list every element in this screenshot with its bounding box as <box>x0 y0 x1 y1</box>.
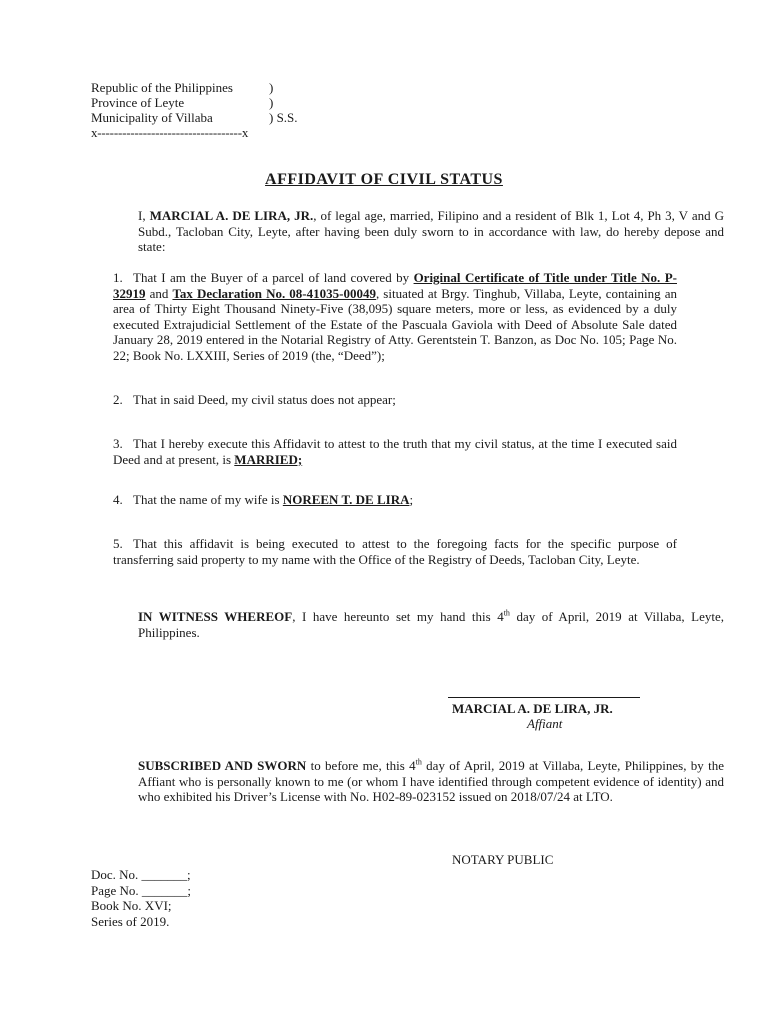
jurat-lead: SUBSCRIBED AND SWORN <box>138 758 307 773</box>
witness-paragraph <box>91 609 724 640</box>
item-1-number: 1. <box>113 270 123 285</box>
item-1-text-a: That I am the Buyer of a parcel of land covered by <box>133 270 414 285</box>
affiant-name: MARCIAL A. DE LIRA, JR. <box>149 208 314 223</box>
item-3-number: 3. <box>113 436 123 451</box>
document-title: AFFIDAVIT OF CIVIL STATUS <box>265 171 503 188</box>
caption-rule: x-----------------------------------x <box>91 125 249 140</box>
item-4-text-a: That the name of my wife is <box>133 492 283 507</box>
item-5 <box>91 536 677 567</box>
witness-lead: IN WITNESS WHEREOF <box>138 609 293 624</box>
witness-ordinal: th <box>503 608 510 618</box>
oct-reference: Original Certificate of Title under Title No. P-32919 <box>113 270 677 301</box>
item-4 <box>91 492 677 508</box>
intro-paragraph <box>91 208 724 255</box>
item-1-text-c: , situated at Brgy. Tinghub, Villaba, Leyte, containing an area of Thirty Eight Thousand Ninety-Five (38,095) square meters, more or less, as evidenced by a duly executed Extrajudicial Settlement of the Estate of the Pascuala Gaviola with Deed of Absolute Sale dated January 28, 2019 entered in the Notarial Registry of Atty. Gerentstein T. Banzon, as Doc No. 105; Page No. 22; Book No. LXXIII, Series of 2019 (the, “Deed”); <box>113 285 677 363</box>
item-2-text: That in said Deed, my civil status does not appear; <box>133 392 396 407</box>
doc-number: Doc. No. _______; <box>91 867 191 882</box>
item-4-number: 4. <box>113 492 123 507</box>
caption-row-municipality <box>91 110 298 125</box>
caption-republic: Republic of the Philippines <box>91 80 233 95</box>
caption-province: Province of Leyte <box>91 95 185 110</box>
caption-municipality: Municipality of Villaba <box>91 110 213 125</box>
signature-role: Affiant <box>527 716 563 731</box>
caption-paren-2: ) <box>269 95 274 110</box>
page-number: Page No. _______; <box>91 882 192 898</box>
item-3-text: That I hereby execute this Affidavit to attest to the truth that my civil status, at the time I executed said Deed and at present, is <box>113 436 677 467</box>
signature-line <box>448 697 640 698</box>
caption-row-republic <box>91 80 274 95</box>
item-3 <box>91 436 677 467</box>
caption-paren-3: ) S.S. <box>269 110 298 125</box>
jurat-text-a: to before me, this 4 <box>306 758 416 773</box>
jurat-ordinal: th <box>415 757 422 767</box>
intro-text-a: I, <box>138 208 150 223</box>
item-1-text-b: and <box>145 285 173 301</box>
civil-status: MARRIED; <box>234 451 303 467</box>
witness-text-b: day of April, 2019 at Villaba, Leyte, Philippines. <box>138 609 724 640</box>
book-number: Book No. XVI; <box>91 898 172 913</box>
jurat-paragraph <box>91 758 724 805</box>
item-5-text: That this affidavit is being executed to attest to the foregoing facts for the specific purpose of transferring said property to my name with the Office of the Registry of Deeds, Tacloban City, Leyte. <box>113 536 677 567</box>
wife-name: NOREEN T. DE LIRA <box>282 492 410 507</box>
jurat-text-b: day of April, 2019 at Villaba, Leyte, Philippines, by the Affiant who is personally known to me (or whom I have identified through competent evidence of identity) and who exhibited his Driver’s License with No. H02-89-023152 issued on 2018/07/24 at LTO. <box>138 758 724 805</box>
witness-text-a: , I have hereunto set my hand this 4 <box>292 609 504 624</box>
notarial-entries <box>91 867 191 929</box>
item-5-number: 5. <box>113 536 123 551</box>
intro-text-b: , of legal age, married, Filipino and a resident of Blk 1, Lot 4, Ph 3, V and G Subd., Tacloban City, Leyte, after having been duly sworn to in accordance with law, do hereby depose and state: <box>138 208 724 255</box>
item-1 <box>91 270 677 364</box>
caption-row-province <box>91 95 274 110</box>
item-2 <box>91 392 677 408</box>
item-2-number: 2. <box>113 392 123 407</box>
item-4-text-b: ; <box>409 492 414 507</box>
venue-caption <box>91 80 298 140</box>
signature-name: MARCIAL A. DE LIRA, JR. <box>452 701 613 716</box>
caption-paren-1: ) <box>269 80 274 95</box>
tax-declaration-reference: Tax Declaration No. 08-41035-00049 <box>172 285 376 301</box>
series-year: Series of 2019. <box>91 913 170 929</box>
notary-public-label: NOTARY PUBLIC <box>452 852 554 867</box>
